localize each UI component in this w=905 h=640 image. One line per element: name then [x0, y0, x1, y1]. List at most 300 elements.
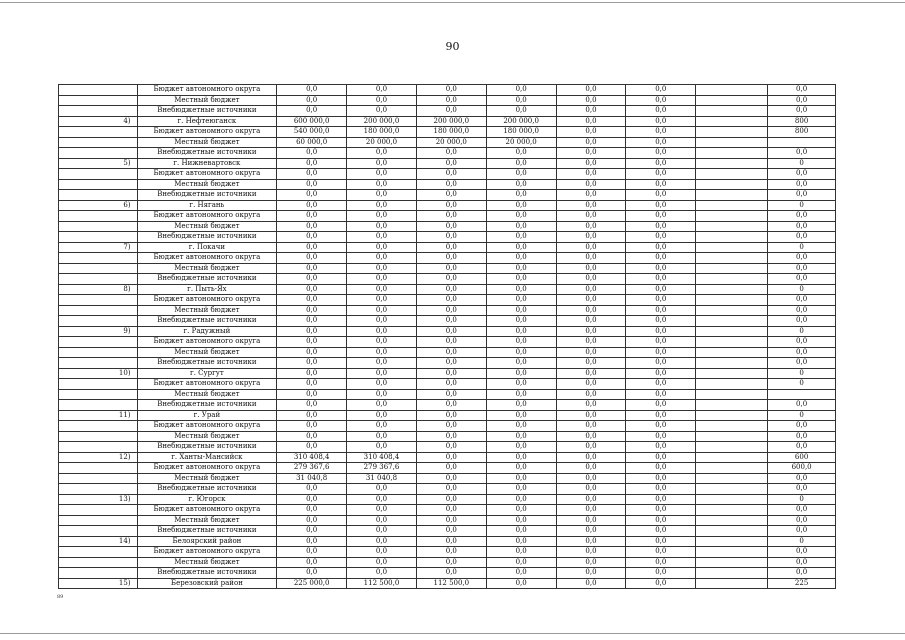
value-cell: 0,0 [347, 158, 417, 169]
value-cell: 0,0 [486, 379, 556, 390]
value-cell: 0,0 [347, 169, 417, 180]
value-cell: 0,0 [416, 536, 486, 547]
value-cell: 0,0 [347, 305, 417, 316]
indicator-cell: 0,0 [768, 442, 836, 453]
value-cell: 0,0 [347, 263, 417, 274]
source-name-cell: Внебюджетные источники [137, 526, 277, 537]
value-cell: 0,0 [486, 547, 556, 558]
indicator-cell: 0,0 [768, 358, 836, 369]
row-number-cell [59, 106, 138, 117]
row-number-cell [59, 169, 138, 180]
value-cell: 0,0 [416, 295, 486, 306]
row-number-cell: 14) [59, 536, 138, 547]
value-cell: 0,0 [416, 410, 486, 421]
table-row [59, 410, 836, 421]
indicator-cell [768, 389, 836, 400]
value-cell: 0,0 [277, 515, 347, 526]
value-cell: 0,0 [277, 494, 347, 505]
value-cell: 0,0 [416, 106, 486, 117]
value-cell: 0,0 [277, 232, 347, 243]
value-cell: 0,0 [556, 358, 626, 369]
value-cell: 0,0 [277, 421, 347, 432]
indicator-cell: 600,0 [768, 463, 836, 474]
table-row [59, 158, 836, 169]
table-row [59, 442, 836, 453]
page-number: 90 [445, 40, 460, 53]
row-number-cell: 7) [59, 242, 138, 253]
value-cell: 0,0 [626, 526, 696, 537]
value-cell: 0,0 [626, 316, 696, 327]
table-row [59, 400, 836, 411]
value-cell: 0,0 [277, 305, 347, 316]
value-cell: 0,0 [347, 494, 417, 505]
value-cell: 0,0 [347, 284, 417, 295]
row-number-cell [59, 358, 138, 369]
value-cell: 0,0 [486, 410, 556, 421]
value-cell: 0,0 [416, 400, 486, 411]
source-name-cell: Местный бюджет [137, 263, 277, 274]
empty-cell [696, 148, 768, 159]
value-cell: 0,0 [626, 337, 696, 348]
value-cell: 0,0 [277, 190, 347, 201]
indicator-cell: 0,0 [768, 515, 836, 526]
value-cell: 0,0 [626, 169, 696, 180]
source-name-cell: Местный бюджет [137, 179, 277, 190]
row-number-cell [59, 442, 138, 453]
source-name-cell: Местный бюджет [137, 95, 277, 106]
table-row [59, 274, 836, 285]
value-cell: 180 000,0 [486, 127, 556, 138]
source-name-cell: Местный бюджет [137, 347, 277, 358]
table-row [59, 116, 836, 127]
value-cell: 0,0 [347, 536, 417, 547]
indicator-cell: 0,0 [768, 95, 836, 106]
value-cell: 0,0 [486, 263, 556, 274]
value-cell: 0,0 [556, 515, 626, 526]
value-cell: 0,0 [486, 85, 556, 96]
value-cell: 0,0 [486, 295, 556, 306]
row-number-cell [59, 274, 138, 285]
value-cell: 0,0 [416, 326, 486, 337]
source-name-cell: Внебюджетные источники [137, 568, 277, 579]
value-cell: 0,0 [347, 190, 417, 201]
empty-cell [696, 137, 768, 148]
value-cell: 0,0 [486, 568, 556, 579]
source-name-cell: Бюджет автономного округа [137, 421, 277, 432]
value-cell: 0,0 [347, 253, 417, 264]
value-cell: 0,0 [277, 505, 347, 516]
value-cell: 0,0 [626, 536, 696, 547]
source-name-cell: Бюджет автономного округа [137, 547, 277, 558]
empty-cell [696, 200, 768, 211]
value-cell: 0,0 [556, 158, 626, 169]
value-cell: 0,0 [626, 211, 696, 222]
value-cell: 0,0 [347, 316, 417, 327]
value-cell: 0,0 [486, 221, 556, 232]
value-cell: 0,0 [556, 536, 626, 547]
value-cell: 0,0 [486, 442, 556, 453]
value-cell: 0,0 [416, 379, 486, 390]
value-cell: 0,0 [626, 473, 696, 484]
indicator-cell: 800 [768, 127, 836, 138]
value-cell: 0,0 [556, 473, 626, 484]
indicator-cell [768, 137, 836, 148]
source-name-cell: Местный бюджет [137, 431, 277, 442]
value-cell: 0,0 [556, 221, 626, 232]
row-number-cell [59, 526, 138, 537]
value-cell: 0,0 [626, 389, 696, 400]
value-cell: 0,0 [486, 179, 556, 190]
indicator-cell: 0 [768, 410, 836, 421]
value-cell: 0,0 [347, 106, 417, 117]
value-cell: 0,0 [277, 326, 347, 337]
value-cell: 0,0 [277, 242, 347, 253]
source-name-cell: г. Покачи [137, 242, 277, 253]
indicator-cell: 0 [768, 242, 836, 253]
value-cell: 0,0 [626, 379, 696, 390]
value-cell: 200 000,0 [347, 116, 417, 127]
indicator-cell: 0,0 [768, 316, 836, 327]
empty-cell [696, 295, 768, 306]
indicator-cell: 0,0 [768, 221, 836, 232]
indicator-cell: 0,0 [768, 347, 836, 358]
value-cell: 0,0 [277, 358, 347, 369]
source-name-cell: Местный бюджет [137, 137, 277, 148]
indicator-cell: 0,0 [768, 305, 836, 316]
value-cell: 0,0 [486, 494, 556, 505]
value-cell: 0,0 [626, 400, 696, 411]
table-row [59, 379, 836, 390]
source-name-cell: Местный бюджет [137, 221, 277, 232]
row-number-cell [59, 568, 138, 579]
source-name-cell: г. Радужный [137, 326, 277, 337]
indicator-cell: 0,0 [768, 85, 836, 96]
row-number-cell [59, 221, 138, 232]
table-row [59, 179, 836, 190]
value-cell: 0,0 [416, 347, 486, 358]
value-cell: 0,0 [347, 148, 417, 159]
value-cell: 20 000,0 [416, 137, 486, 148]
empty-cell [696, 400, 768, 411]
value-cell: 0,0 [556, 431, 626, 442]
value-cell: 0,0 [556, 578, 626, 589]
value-cell: 0,0 [347, 368, 417, 379]
row-number-cell [59, 179, 138, 190]
value-cell: 0,0 [556, 169, 626, 180]
value-cell: 0,0 [626, 557, 696, 568]
value-cell: 0,0 [347, 337, 417, 348]
row-number-cell [59, 484, 138, 495]
row-number-cell [59, 95, 138, 106]
row-number-cell [59, 463, 138, 474]
value-cell: 0,0 [277, 410, 347, 421]
source-name-cell: г. Югорск [137, 494, 277, 505]
value-cell: 0,0 [277, 158, 347, 169]
indicator-cell: 0,0 [768, 169, 836, 180]
row-number-cell: 9) [59, 326, 138, 337]
empty-cell [696, 578, 768, 589]
value-cell: 200 000,0 [486, 116, 556, 127]
indicator-cell: 0 [768, 284, 836, 295]
value-cell: 0,0 [556, 190, 626, 201]
value-cell: 0,0 [626, 85, 696, 96]
empty-cell [696, 389, 768, 400]
value-cell: 31 040,8 [277, 473, 347, 484]
budget-table-container [58, 84, 836, 589]
table-row [59, 326, 836, 337]
source-name-cell: Внебюджетные источники [137, 316, 277, 327]
table-row [59, 389, 836, 400]
value-cell: 0,0 [486, 106, 556, 117]
empty-cell [696, 253, 768, 264]
budget-table [58, 84, 836, 589]
value-cell: 0,0 [347, 568, 417, 579]
empty-cell [696, 557, 768, 568]
source-name-cell: Бюджет автономного округа [137, 85, 277, 96]
value-cell: 0,0 [416, 505, 486, 516]
indicator-cell: 0 [768, 494, 836, 505]
source-name-cell: Бюджет автономного округа [137, 295, 277, 306]
indicator-cell: 800 [768, 116, 836, 127]
table-row [59, 473, 836, 484]
value-cell: 0,0 [347, 232, 417, 243]
value-cell: 0,0 [626, 127, 696, 138]
value-cell: 0,0 [347, 326, 417, 337]
table-row [59, 421, 836, 432]
table-row [59, 547, 836, 558]
source-name-cell: Внебюджетные источники [137, 442, 277, 453]
source-name-cell: Бюджет автономного округа [137, 337, 277, 348]
value-cell: 0,0 [556, 494, 626, 505]
table-row [59, 85, 836, 96]
value-cell: 0,0 [486, 316, 556, 327]
value-cell: 0,0 [277, 179, 347, 190]
empty-cell [696, 337, 768, 348]
value-cell: 540 000,0 [277, 127, 347, 138]
value-cell: 0,0 [277, 169, 347, 180]
value-cell: 0,0 [416, 274, 486, 285]
row-number-cell [59, 379, 138, 390]
source-name-cell: Внебюджетные источники [137, 190, 277, 201]
value-cell: 0,0 [277, 253, 347, 264]
empty-cell [696, 452, 768, 463]
value-cell: 279 367,6 [347, 463, 417, 474]
table-row [59, 515, 836, 526]
empty-cell [696, 232, 768, 243]
empty-cell [696, 211, 768, 222]
source-name-cell: г. Сургут [137, 368, 277, 379]
row-number-cell [59, 347, 138, 358]
value-cell: 0,0 [416, 568, 486, 579]
table-row [59, 452, 836, 463]
source-name-cell: г. Ханты-Мансийск [137, 452, 277, 463]
value-cell: 0,0 [626, 137, 696, 148]
value-cell: 0,0 [486, 536, 556, 547]
value-cell: 0,0 [277, 547, 347, 558]
value-cell: 225 000,0 [277, 578, 347, 589]
row-number-cell [59, 316, 138, 327]
indicator-cell: 0,0 [768, 505, 836, 516]
indicator-cell: 0,0 [768, 274, 836, 285]
table-row [59, 200, 836, 211]
indicator-cell: 0,0 [768, 400, 836, 411]
value-cell: 0,0 [486, 421, 556, 432]
table-row [59, 148, 836, 159]
value-cell: 0,0 [277, 536, 347, 547]
value-cell: 310 408,4 [347, 452, 417, 463]
value-cell: 0,0 [277, 526, 347, 537]
table-row [59, 494, 836, 505]
value-cell: 0,0 [486, 337, 556, 348]
empty-cell [696, 305, 768, 316]
empty-cell [696, 536, 768, 547]
row-number-cell [59, 253, 138, 264]
value-cell: 0,0 [626, 452, 696, 463]
empty-cell [696, 190, 768, 201]
empty-cell [696, 421, 768, 432]
source-name-cell: г. Нягань [137, 200, 277, 211]
empty-cell [696, 179, 768, 190]
row-number-cell: 11) [59, 410, 138, 421]
value-cell: 0,0 [416, 263, 486, 274]
source-name-cell: Бюджет автономного округа [137, 169, 277, 180]
indicator-cell: 0 [768, 379, 836, 390]
value-cell: 0,0 [556, 452, 626, 463]
row-number-cell [59, 148, 138, 159]
value-cell: 0,0 [486, 484, 556, 495]
indicator-cell: 0 [768, 536, 836, 547]
value-cell: 0,0 [626, 148, 696, 159]
value-cell: 0,0 [277, 484, 347, 495]
indicator-cell: 0,0 [768, 106, 836, 117]
value-cell: 0,0 [556, 410, 626, 421]
value-cell: 0,0 [626, 190, 696, 201]
indicator-cell: 0,0 [768, 253, 836, 264]
value-cell: 0,0 [347, 484, 417, 495]
value-cell: 0,0 [347, 85, 417, 96]
table-row [59, 106, 836, 117]
value-cell: 0,0 [416, 463, 486, 474]
row-number-cell: 13) [59, 494, 138, 505]
value-cell: 0,0 [416, 85, 486, 96]
value-cell: 112 500,0 [347, 578, 417, 589]
indicator-cell: 0,0 [768, 232, 836, 243]
table-row [59, 316, 836, 327]
value-cell: 0,0 [277, 284, 347, 295]
scan-top-edge [0, 2, 905, 3]
value-cell: 0,0 [556, 337, 626, 348]
empty-cell [696, 484, 768, 495]
value-cell: 0,0 [556, 284, 626, 295]
source-name-cell: г. Нижневартовск [137, 158, 277, 169]
empty-cell [696, 85, 768, 96]
value-cell: 0,0 [416, 431, 486, 442]
empty-cell [696, 379, 768, 390]
value-cell: 0,0 [626, 232, 696, 243]
source-name-cell: Внебюджетные источники [137, 400, 277, 411]
value-cell: 0,0 [347, 358, 417, 369]
value-cell: 0,0 [486, 253, 556, 264]
value-cell: 0,0 [416, 95, 486, 106]
value-cell: 0,0 [277, 274, 347, 285]
value-cell: 0,0 [416, 190, 486, 201]
value-cell: 0,0 [416, 358, 486, 369]
source-name-cell: Местный бюджет [137, 305, 277, 316]
value-cell: 0,0 [556, 347, 626, 358]
value-cell: 0,0 [347, 547, 417, 558]
value-cell: 0,0 [347, 221, 417, 232]
empty-cell [696, 431, 768, 442]
value-cell: 0,0 [626, 410, 696, 421]
value-cell: 0,0 [347, 557, 417, 568]
empty-cell [696, 326, 768, 337]
indicator-cell: 0,0 [768, 484, 836, 495]
table-row [59, 232, 836, 243]
row-number-cell: 5) [59, 158, 138, 169]
value-cell: 0,0 [556, 106, 626, 117]
indicator-cell: 0 [768, 326, 836, 337]
value-cell: 0,0 [556, 211, 626, 222]
indicator-cell: 225 [768, 578, 836, 589]
indicator-cell: 600 [768, 452, 836, 463]
table-row [59, 221, 836, 232]
value-cell: 0,0 [556, 568, 626, 579]
source-name-cell: Местный бюджет [137, 473, 277, 484]
value-cell: 0,0 [626, 484, 696, 495]
value-cell: 0,0 [416, 557, 486, 568]
value-cell: 0,0 [626, 221, 696, 232]
value-cell: 0,0 [486, 389, 556, 400]
empty-cell [696, 221, 768, 232]
value-cell: 0,0 [347, 389, 417, 400]
value-cell: 0,0 [626, 263, 696, 274]
value-cell: 0,0 [486, 452, 556, 463]
source-name-cell: Бюджет автономного округа [137, 211, 277, 222]
table-row [59, 242, 836, 253]
source-name-cell: Внебюджетные источники [137, 358, 277, 369]
value-cell: 0,0 [347, 421, 417, 432]
value-cell: 0,0 [556, 179, 626, 190]
value-cell: 0,0 [626, 421, 696, 432]
value-cell: 0,0 [556, 484, 626, 495]
source-name-cell: Бюджет автономного округа [137, 379, 277, 390]
row-number-cell [59, 505, 138, 516]
value-cell: 0,0 [416, 515, 486, 526]
value-cell: 0,0 [486, 284, 556, 295]
value-cell: 0,0 [626, 442, 696, 453]
value-cell: 0,0 [347, 179, 417, 190]
value-cell: 0,0 [277, 568, 347, 579]
value-cell: 0,0 [626, 515, 696, 526]
value-cell: 0,0 [486, 347, 556, 358]
value-cell: 0,0 [486, 526, 556, 537]
value-cell: 0,0 [416, 158, 486, 169]
table-row [59, 127, 836, 138]
source-name-cell: Бюджет автономного округа [137, 127, 277, 138]
value-cell: 0,0 [626, 578, 696, 589]
value-cell: 60 000,0 [277, 137, 347, 148]
row-number-cell [59, 547, 138, 558]
row-number-cell [59, 431, 138, 442]
source-name-cell: Бюджет автономного округа [137, 253, 277, 264]
value-cell: 0,0 [556, 148, 626, 159]
value-cell: 0,0 [626, 347, 696, 358]
value-cell: 0,0 [486, 473, 556, 484]
value-cell: 0,0 [277, 263, 347, 274]
indicator-cell: 0,0 [768, 337, 836, 348]
empty-cell [696, 106, 768, 117]
value-cell: 112 500,0 [416, 578, 486, 589]
